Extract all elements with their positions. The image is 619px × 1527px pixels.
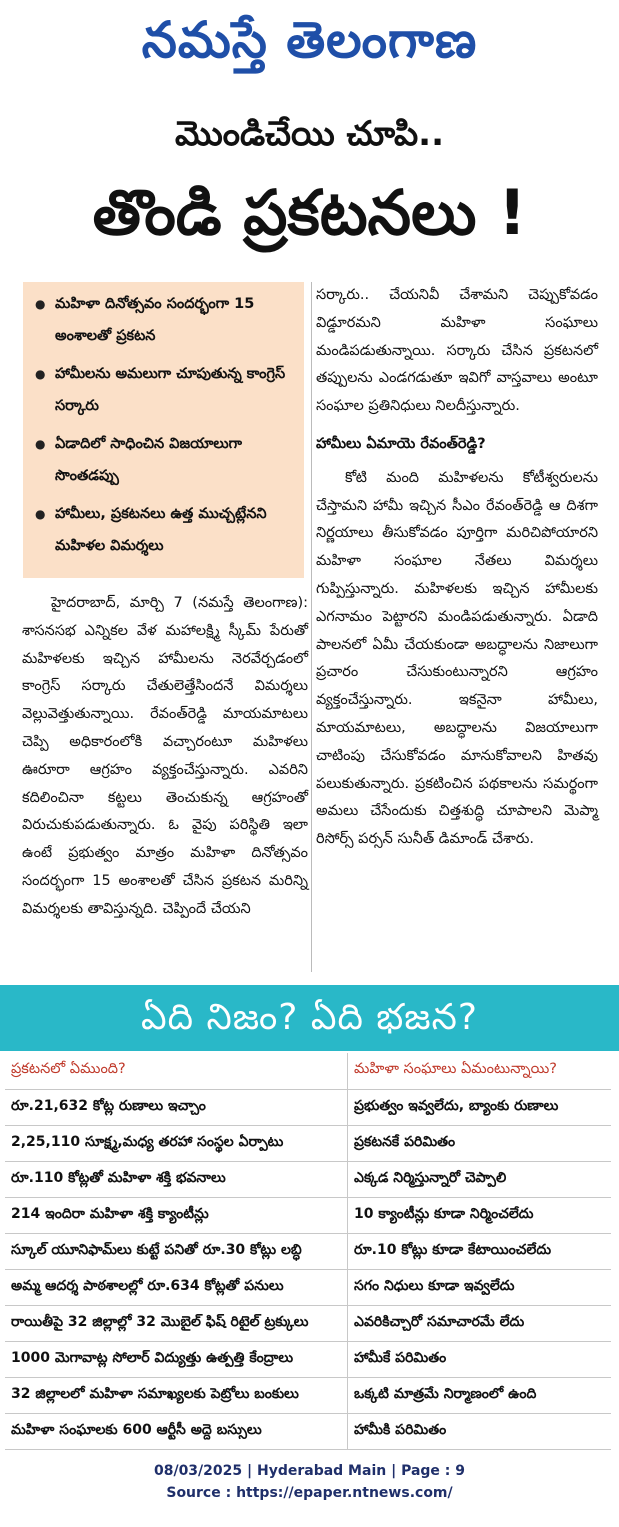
table-row	[5, 1198, 611, 1234]
table-cell: 1000 మెగావాట్ల సోలార్ విద్యుత్తు ఉత్పత్తి కేంద్రాలు	[5, 1342, 348, 1378]
table-cell: హామీకి పరిమితం	[348, 1414, 612, 1450]
edition-info: 08/03/2025 | Hyderabad Main | Page : 9	[153, 1463, 466, 1479]
table-cell: 214 ఇందిరా మహిళా శక్తి క్యాంటీన్లు	[5, 1198, 348, 1234]
article-column-left	[22, 590, 308, 924]
page-footer	[0, 1460, 619, 1504]
article-column-right	[316, 282, 598, 854]
table-cell: అమ్మ ఆదర్శ పాఠశాలల్లో రూ.634 కోట్లతో పనులు	[5, 1270, 348, 1306]
table-row	[5, 1306, 611, 1342]
table-row	[5, 1234, 611, 1270]
source-info: Source : https://epaper.ntnews.com/	[166, 1485, 453, 1501]
column-header: మహిళా సంఘాలు ఏమంటున్నాయి?	[348, 1053, 612, 1090]
table-cell: రూ.110 కోట్లతో మహిళా శక్తి భవనాలు	[5, 1162, 348, 1198]
table-row	[5, 1090, 611, 1126]
table-cell: 2,25,110 సూక్ష్మ,మధ్య తరహా సంస్థల ఏర్పాటు	[5, 1126, 348, 1162]
table-cell: సగం నిధులు కూడా ఇవ్వలేదు	[348, 1270, 612, 1306]
highlights-box	[23, 282, 304, 578]
table-cell: ఎక్కడ నిర్మిస్తున్నారో చెప్పాలి	[348, 1162, 612, 1198]
table-row	[5, 1414, 611, 1450]
table-cell: ప్రభుత్వం ఇవ్వలేదు, బ్యాంకు రుణాలు	[348, 1090, 612, 1126]
table-row	[5, 1342, 611, 1378]
table-row	[5, 1162, 611, 1198]
table-cell: 10 క్యాంటీన్లు కూడా నిర్మించలేదు	[348, 1198, 612, 1234]
headline: తొండి ప్రకటనలు !	[92, 176, 527, 249]
column-header: ప్రకటనలో ఏముంది?	[5, 1053, 348, 1090]
comparison-banner: ఏది నిజం? ఏది భజన?	[0, 985, 619, 1051]
table-cell: ప్రకటనకే పరిమితం	[348, 1126, 612, 1162]
table-cell: స్కూల్ యూనిఫామ్‌లు కుట్టే పనితో రూ.30 కోట్లు లబ్ధి	[5, 1234, 348, 1270]
kicker: మొండిచేయి చూపి..	[174, 114, 445, 154]
table-header-row	[5, 1053, 611, 1090]
article-paragraph: కోటి మంది మహిళలను కోటీశ్వరులను చేస్తామని హామీ ఇచ్చిన సీఎం రేవంత్‌రెడ్డి ఆ దిశగా నిర్ణయాలు తీసుకోవడం పూర్తిగా మరిచిపోయారని మహిళా సంఘాల నేతలు విమర్శలు గుప్పిస్తున్నారు. మహిళలకు ఇచ్చిన హామీలకు ఎగనామం పెట్టారని మండిపడుతున్నారు. ఏడాది పాలనలో ఏమీ చేయకుండా అబద్ధాలను నిజాలుగా ప్రచారం చేసుకుంటున్నారని ఆగ్రహం వ్యక్తంచేస్తున్నారు. ఇకనైనా హామీలు, మాయమాటలు, అబద్ధాలను విజయాలుగా చాటింపు చేసుకోవడం మానుకోవాలని హితవు పలుకుతున్నారు. ప్రకటించిన పథకాలను సమర్థంగా అమలు చేసేందుకు చిత్తశుద్ధి చూపాలని మెప్మా రిసోర్స్ పర్సన్ సునీత్ డిమాండ్ చేశారు.	[316, 469, 598, 848]
table-cell: ఎవరికిచ్చారో సమాచారమే లేదు	[348, 1306, 612, 1342]
table-cell: రాయితీపై 32 జిల్లాల్లో 32 మొబైల్ ఫిష్ రిటైల్ ట్రక్కులు	[5, 1306, 348, 1342]
highlight-item: ● ఏడాదిలో సాధించిన విజయాలుగా సొంతడప్పు	[33, 428, 298, 492]
table-cell: హామీకే పరిమితం	[348, 1342, 612, 1378]
article-paragraph: హైదరాబాద్, మార్చి 7 (నమస్తే తెలంగాణ): శాసనసభ ఎన్నికల వేళ మహాలక్ష్మి స్కీమ్ పేరుతో మహిళలకు ఇచ్చిన హామీలను నెరవేర్చడంలో కాంగ్రెస్ సర్కారు చేతులెత్తేసిందనే విమర్శలు వెల్లువెత్తుతున్నాయి. రేవంత్‌రెడ్డి మాయమాటలు చెప్పి అధికారంలోకి వచ్చారంటూ మహిళలు ఊరూరా ఆగ్రహం వ్యక్తంచేస్తున్నారు. ఎవరిని కదిలించినా కట్టలు తెంచుకున్న ఆగ్రహంతో విరుచుకుపడుతున్నారు. ఓ వైపు పరిస్థితి ఇలా ఉంటే ప్రభుత్వం మాత్రం మహిళా దినోత్సవం సందర్భంగా 15 అంశాలతో చేసిన ప్రకటన మరిన్ని విమర్శలకు తావిస్తున్నది. చెప్పిందే చేయని	[22, 595, 308, 917]
table-cell: మహిళా సంఘాలకు 600 ఆర్టీసీ అద్దె బస్సులు	[5, 1414, 348, 1450]
table-cell: 32 జిల్లాలలో మహిళా సమాఖ్యలకు పెట్రోలు బంకులు	[5, 1378, 348, 1414]
table-row	[5, 1270, 611, 1306]
article-paragraph: సర్కారు.. చేయనివీ చేశామని చెప్పుకోవడం విడ్డూరమని మహిళా సంఘాలు మండిపడుతున్నాయి. సర్కారు చేసిన ప్రకటనలో తప్పులను ఎండగడుతూ ఇవిగో వాస్తవాలు అంటూ సంఘాల ప్రతినిధులు నిలదీస్తున్నారు.	[316, 287, 598, 415]
comparison-table	[5, 1053, 611, 1450]
column-divider	[311, 282, 312, 972]
highlight-item: ● హామీలను అమలుగా చూపుతున్న కాంగ్రెస్ సర్కారు	[33, 358, 298, 422]
newspaper-logo: నమస్తే తెలంగాణ	[141, 11, 478, 69]
masthead	[0, 0, 619, 82]
table-cell: ఒక్కటి మాత్రమే నిర్మాణంలో ఉంది	[348, 1378, 612, 1414]
table-cell: రూ.21,632 కోట్ల రుణాలు ఇచ్చాం	[5, 1090, 348, 1126]
subheading: హామీలు ఏమాయె రేవంత్‌రెడ్డి?	[316, 435, 486, 452]
highlight-item: ● మహిళా దినోత్సవం సందర్భంగా 15 అంశాలతో ప్రకటన	[33, 288, 298, 352]
highlight-item: ● హామీలు, ప్రకటనలు ఉత్త ముచ్చట్లేనని మహిళల విమర్శలు	[33, 498, 298, 562]
table-row	[5, 1126, 611, 1162]
table-cell: రూ.10 కోట్లు కూడా కేటాయించలేదు	[348, 1234, 612, 1270]
highlights-list	[33, 288, 298, 562]
table-row	[5, 1378, 611, 1414]
